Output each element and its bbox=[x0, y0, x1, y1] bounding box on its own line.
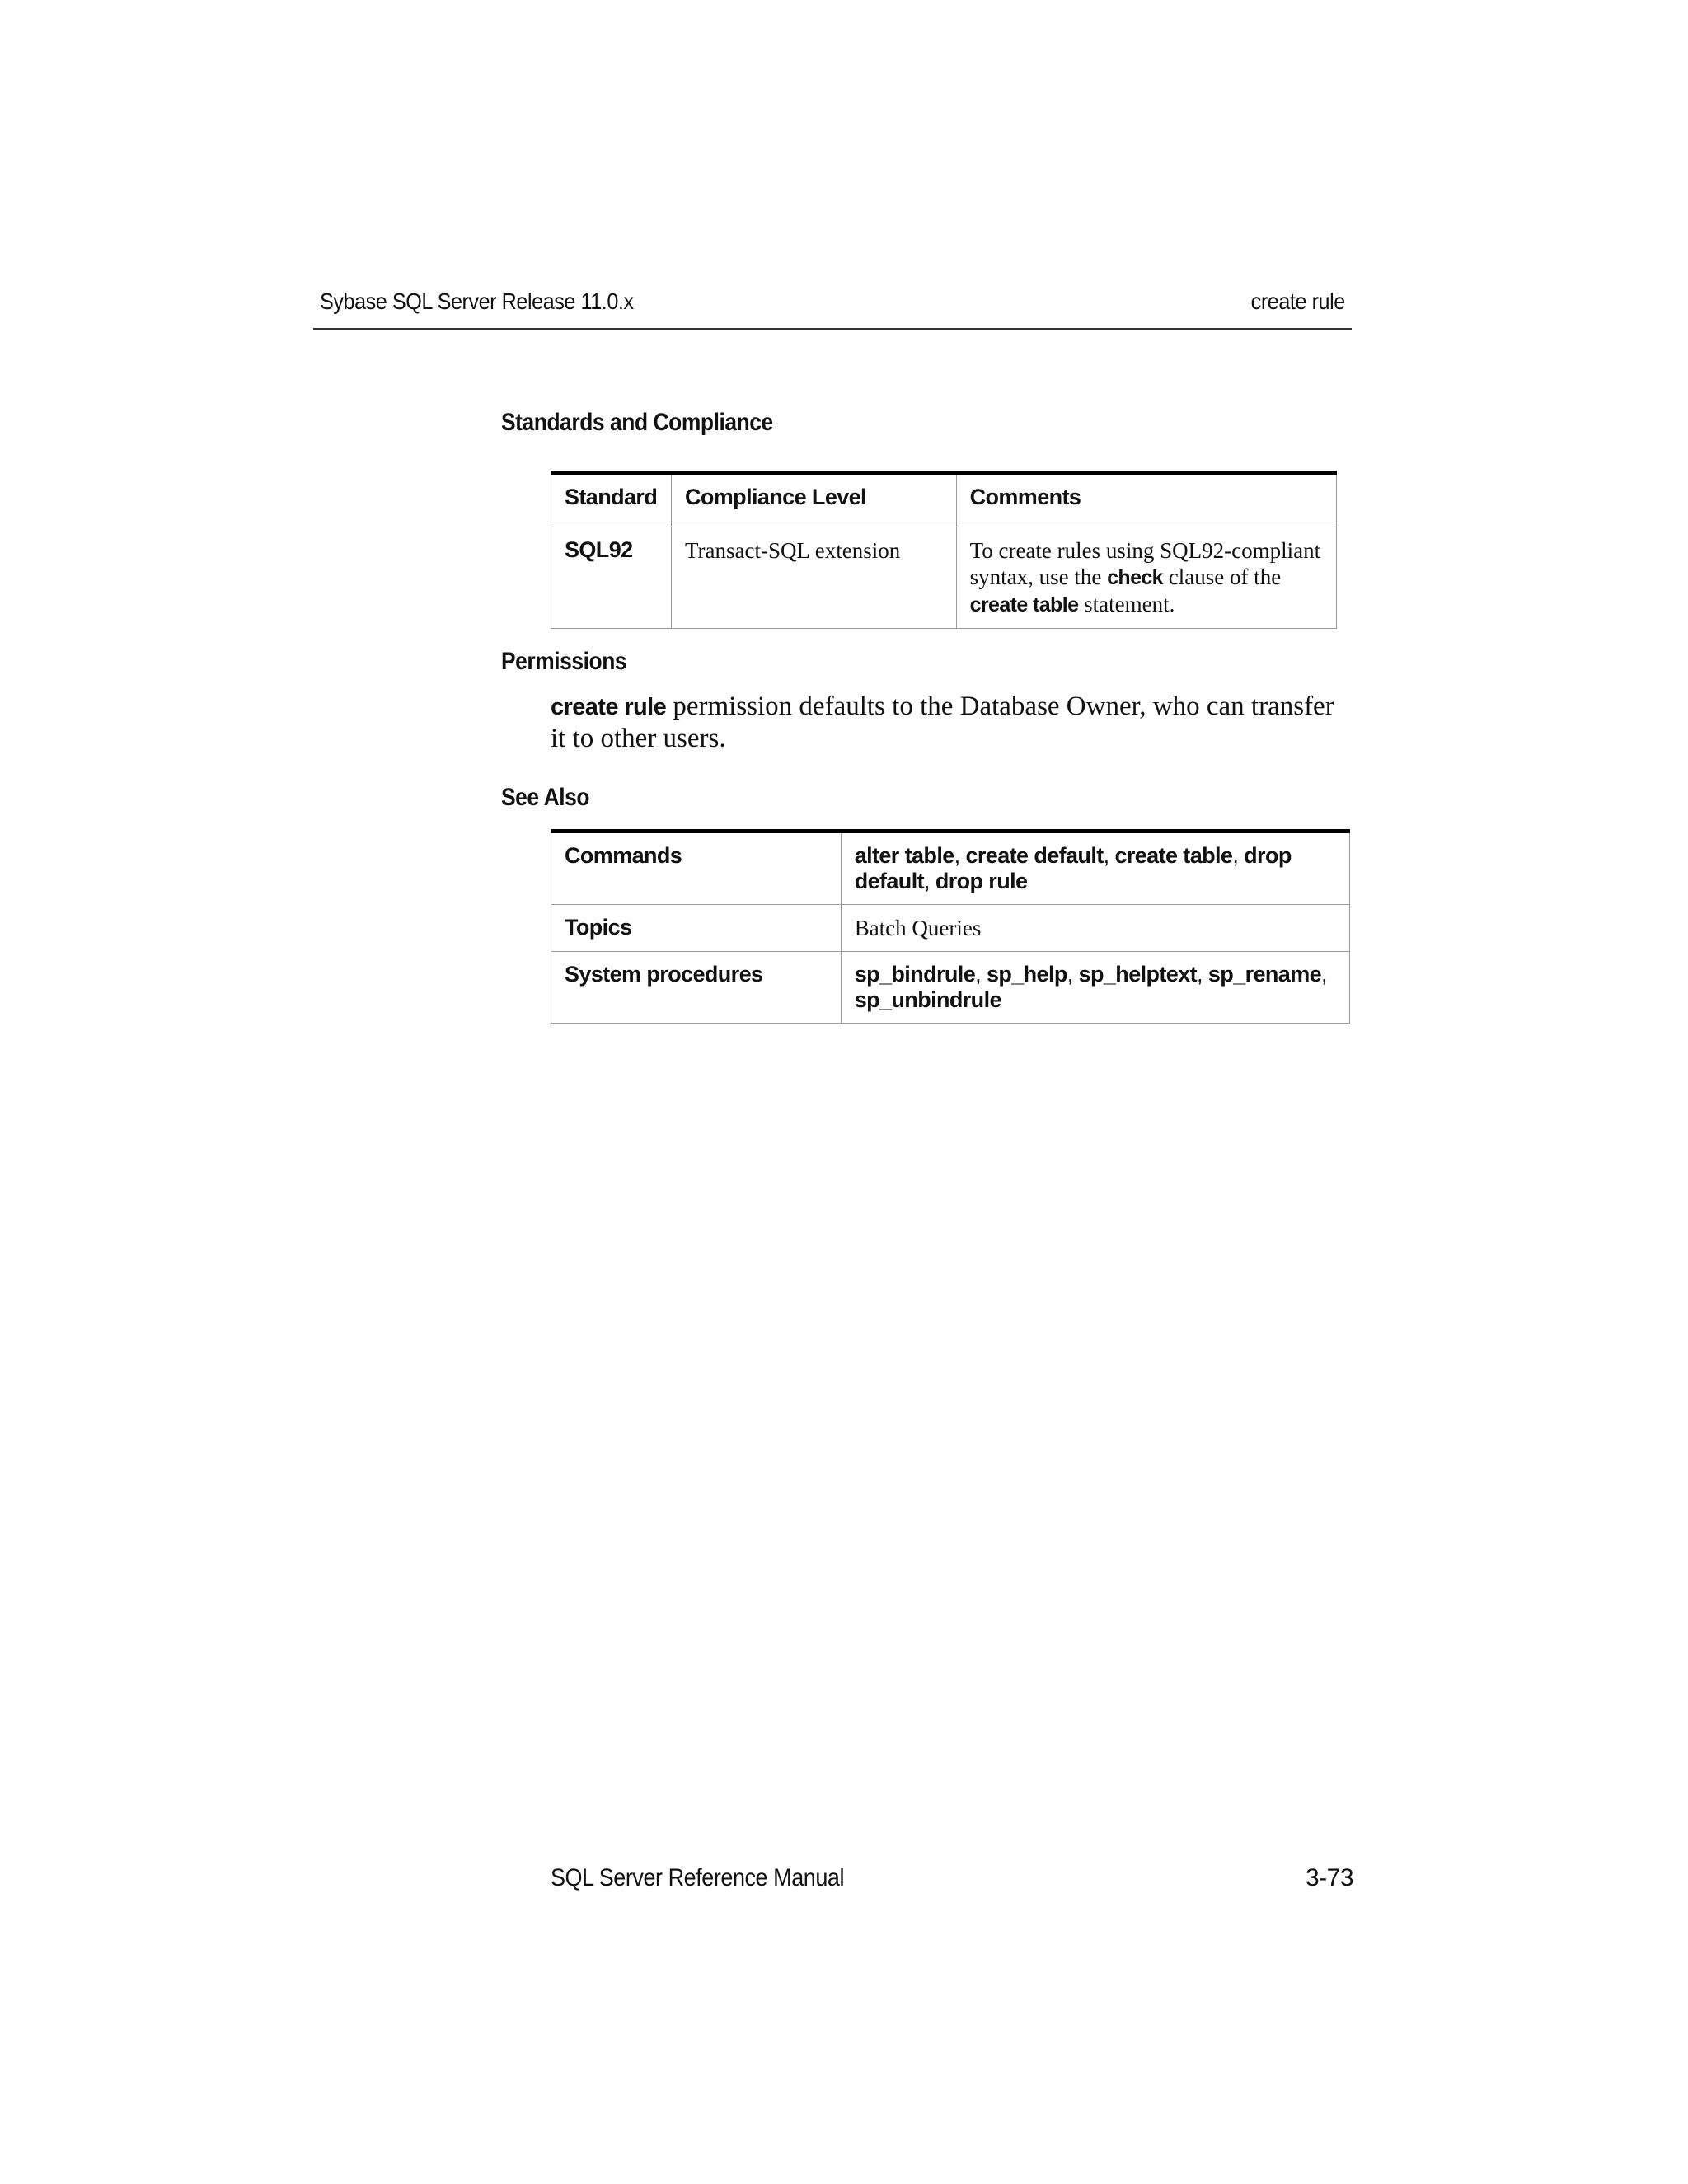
see-also-row-system-procedures bbox=[551, 952, 1350, 1024]
see-also-label-commands: Commands bbox=[551, 832, 842, 905]
list-separator: , bbox=[1321, 962, 1327, 987]
procedure-link[interactable]: sp_bindrule bbox=[854, 962, 976, 987]
see-also-commands-list bbox=[841, 832, 1349, 905]
see-also-row-commands bbox=[551, 832, 1350, 905]
comment-code-check: check bbox=[1107, 566, 1163, 589]
footer-title: SQL Server Reference Manual bbox=[551, 1864, 845, 1891]
list-separator: , bbox=[975, 962, 987, 987]
procedure-link[interactable]: sp_help bbox=[986, 962, 1067, 987]
standards-table bbox=[551, 471, 1337, 629]
comment-text-3: statement. bbox=[1078, 592, 1175, 616]
permissions-heading: Permissions bbox=[501, 648, 627, 675]
see-also-table bbox=[551, 829, 1350, 1024]
see-also-procedures-list bbox=[841, 952, 1349, 1024]
permissions-text: permission defaults to the Database Owner, who can transfer it to other users. bbox=[551, 691, 1334, 753]
comment-text-1: To create rules using SQL92-compliant syntax, use the bbox=[969, 538, 1321, 589]
list-separator: , bbox=[1067, 962, 1079, 987]
standards-header-row bbox=[551, 473, 1337, 527]
cell-standard: SQL92 bbox=[551, 527, 672, 629]
procedure-link[interactable]: sp_rename bbox=[1207, 962, 1322, 987]
standards-row-sql92 bbox=[551, 527, 1337, 629]
see-also-heading: See Also bbox=[501, 784, 590, 811]
list-separator: , bbox=[1103, 843, 1115, 868]
comment-code-create-table: create table bbox=[969, 593, 1079, 616]
see-also-row-topics bbox=[551, 905, 1350, 952]
procedure-link[interactable]: sp_unbindrule bbox=[854, 987, 1001, 1012]
command-link[interactable]: drop rule bbox=[935, 869, 1028, 893]
list-separator: , bbox=[924, 869, 935, 893]
running-header-topic: create rule bbox=[1250, 288, 1345, 314]
list-separator: , bbox=[1232, 843, 1245, 868]
cell-comments bbox=[956, 527, 1336, 629]
command-link[interactable]: alter table bbox=[854, 843, 954, 868]
command-link[interactable]: create table bbox=[1114, 843, 1233, 868]
comment-text-2: clause of the bbox=[1162, 565, 1282, 589]
topic-link[interactable]: Batch Queries bbox=[841, 905, 1349, 952]
list-separator: , bbox=[1197, 962, 1208, 987]
running-header bbox=[313, 288, 1352, 330]
running-header-product: Sybase SQL Server Release 11.0.x bbox=[320, 288, 634, 314]
command-link[interactable]: create default bbox=[965, 843, 1104, 868]
page-number: 3-73 bbox=[1305, 1864, 1353, 1891]
procedure-link[interactable]: sp_helptext bbox=[1078, 962, 1198, 987]
permissions-code: create rule bbox=[551, 694, 667, 720]
command-link[interactable]: drop default bbox=[854, 843, 1292, 893]
header-comments: Comments bbox=[956, 473, 1336, 527]
see-also-label-system-procedures: System procedures bbox=[551, 952, 842, 1024]
see-also-label-topics: Topics bbox=[551, 905, 842, 952]
header-standard: Standard bbox=[551, 473, 672, 527]
permissions-paragraph bbox=[551, 691, 1342, 754]
header-compliance-level: Compliance Level bbox=[671, 473, 956, 527]
cell-compliance-level: Transact-SQL extension bbox=[671, 527, 956, 629]
list-separator: , bbox=[954, 843, 966, 868]
standards-heading: Standards and Compliance bbox=[501, 409, 773, 436]
